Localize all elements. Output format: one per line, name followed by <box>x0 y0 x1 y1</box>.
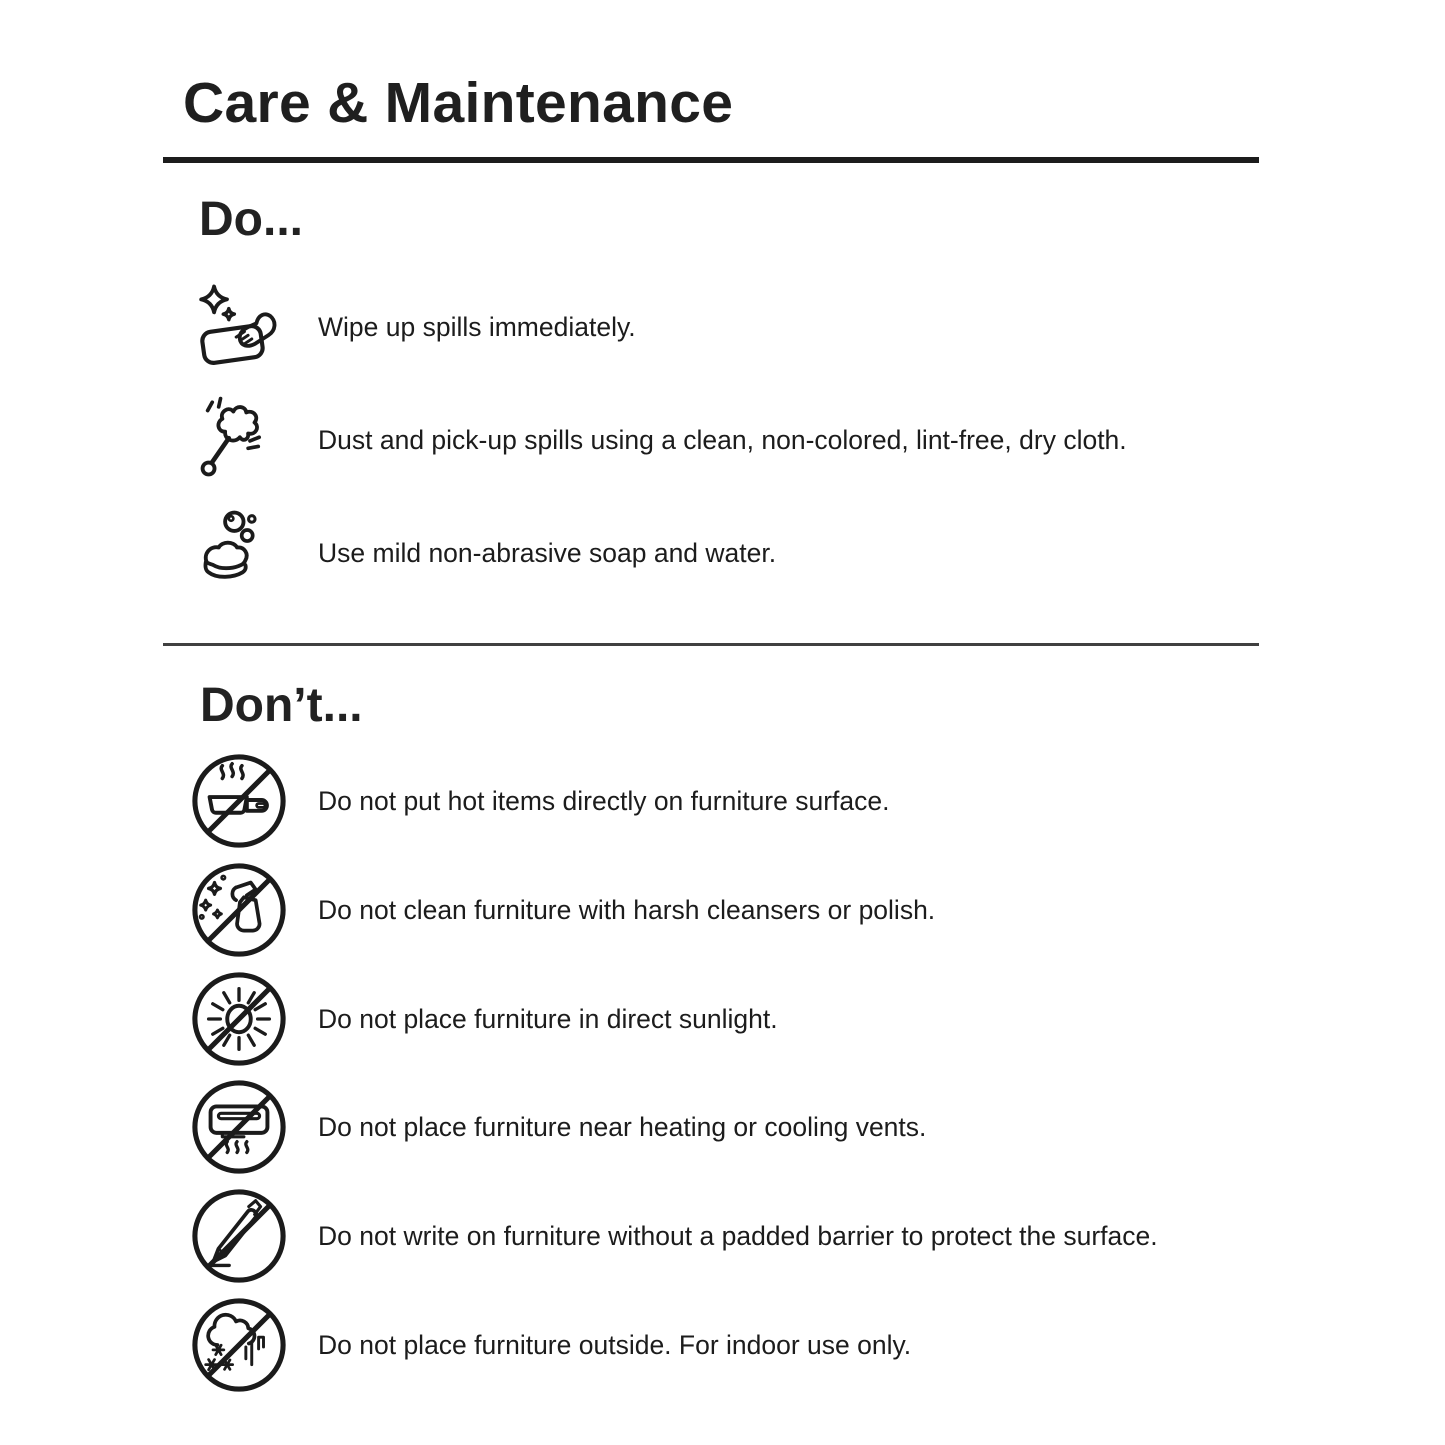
dont-item <box>190 970 778 1068</box>
dont-item <box>190 1078 926 1176</box>
no-heating-vents-icon <box>190 1078 288 1176</box>
sponge-soap-icon <box>192 507 284 599</box>
section-divider <box>163 643 1259 646</box>
do-section-heading: Do... <box>199 193 303 246</box>
dont-item-text: Do not place furniture near heating or cooling vents. <box>318 1111 927 1142</box>
dont-section-heading: Don’t... <box>200 679 363 732</box>
dont-item-text: Do not write on furniture without a padded barrier to protect the surface. <box>318 1220 1158 1251</box>
dont-item-text: Do not clean furniture with harsh cleansers or polish. <box>318 894 936 925</box>
do-item-text: Use mild non-abrasive soap and water. <box>318 537 777 568</box>
title-divider <box>163 157 1259 163</box>
do-item <box>192 394 1127 486</box>
do-item-text: Wipe up spills immediately. <box>318 311 636 342</box>
no-outdoor-icon <box>190 1296 288 1394</box>
dont-item <box>190 1187 1158 1285</box>
no-harsh-cleansers-icon <box>190 861 288 959</box>
no-direct-sunlight-icon <box>190 970 288 1068</box>
wipe-hand-icon <box>192 281 284 373</box>
dont-item <box>190 861 935 959</box>
dont-item-text: Do not place furniture outside. For indoor use only. <box>318 1329 912 1360</box>
dont-item-text: Do not put hot items directly on furniture surface. <box>318 785 890 816</box>
do-item <box>192 281 636 373</box>
dont-item <box>190 752 890 850</box>
no-hot-items-icon <box>190 752 288 850</box>
dont-item <box>190 1296 911 1394</box>
duster-icon <box>192 394 284 486</box>
page-title: Care & Maintenance <box>183 71 734 135</box>
no-writing-icon <box>190 1187 288 1285</box>
dont-item-text: Do not place furniture in direct sunlight. <box>318 1003 778 1034</box>
do-item <box>192 507 776 599</box>
do-item-text: Dust and pick-up spills using a clean, non-colored, lint-free, dry cloth. <box>318 424 1127 455</box>
